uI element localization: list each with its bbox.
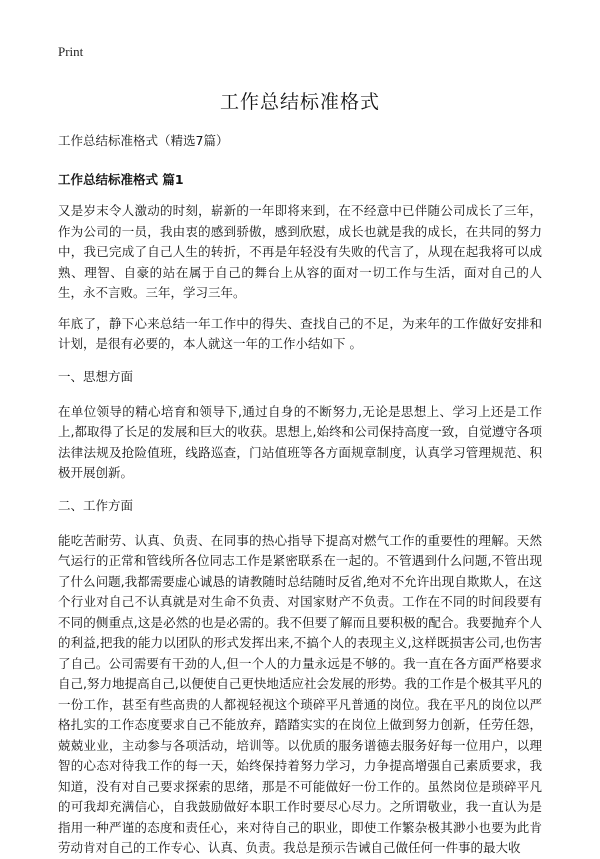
paragraph-thought: 在单位领导的精心培育和领导下,通过自身的不断努力,无论是思想上、学习上还是工作上,都取得了长足的发展和巨大的收获。思想上,始终和公司保持高度一致，自觉遵守各项法律法规及抢险值班，线路巡查，门站值班等各方面规章制度，认真学习管理规范、积极开展创新。 xyxy=(58,403,542,480)
print-link[interactable]: Print xyxy=(58,44,84,59)
document-title: 工作总结标准格式 xyxy=(219,91,380,113)
heading-thought: 一、思想方面 xyxy=(58,368,134,384)
section-title: 工作总结标准格式 篇1 xyxy=(58,172,184,187)
heading-work: 二、工作方面 xyxy=(58,497,134,513)
paragraph-summary-intro: 年底了，静下心来总结一年工作中的得失、查找自己的不足，为来年的工作做好安排和计划，是很有必要的，本人就这一年的工作小结如下 。 xyxy=(58,315,542,351)
document-subtitle: 工作总结标准格式（精选7篇） xyxy=(58,133,229,148)
paragraph-intro: 又是岁末令人激动的时刻，崭新的一年即将来到，在不经意中已伴随公司成长了三年，作为公司的一员，我由衷的感到骄傲，感到欣慰，成长也就是我的成长，在共同的努力中，我已完成了自己人生的转折，不再是年轻没有失败的代言了，从现在起我将可以成熟、理智、自豪的站在属于自己的舞台上从容的面对一切工作与生活，面对自己的人生，永不言败。三年，学习三年。 xyxy=(58,203,542,300)
paragraph-work: 能吃苦耐劳、认真、负责、在同事的热心指导下提高对燃气工作的重要性的理解。天然气运行的正常和管线所各位同志工作是紧密联系在一起的。不管遇到什么问题,不管出现了什么问题,我都需要虚心诚恳的请教随时总结随时反省,绝对不允许出现自欺欺人，在这个行业对自己不认真就是对生命不负责、对国家财产不负责。工作在不同的时间段要有不同的侧重点,这是必然的也是必需的。我不但要了解而且要积极的配合。我要抛弃个人的利益,把我的能力以团队的形式发挥出来,不搞个人的表现主义,这样既损害公司,也伤害了自己。公司需要有干劲的人,但一个人的力量永远是不够的。我一直在各方面严格要求自己,努力地提高自己,以便使自己更快地适应社会发展的形势。我的工作是个极其平凡的一份工作，甚至有些高贵的人都视轻视这个琐碎平凡普通的岗位。我在平凡的岗位以严格扎实的工作态度要求自己不能放弃，踏踏实实的在岗位上做到努力创新，任劳任怨，兢兢业业，主动参与各项活动，培训等。以优质的服务谱德去服务好每一位用户，以理智的心态对待我工作的每一天，始终保持着努力学习，力争提高增强自己素质要求，我知道，没有对自己要求探索的思绪，那是不可能做好一份工作的。虽然岗位是琐碎平凡的可我却充满信心，自我鼓励做好本职工作时要尽心尽力。之所谓敬业，我一直认为是指用一种严谨的态度和责任心，来对待自己的职业，即使工作繁杂极其渺小也要为此肯劳动肯对自己的工作专心、认真、负责。我总是预示告诫自己做任何一件事的最大收 xyxy=(58,532,542,855)
